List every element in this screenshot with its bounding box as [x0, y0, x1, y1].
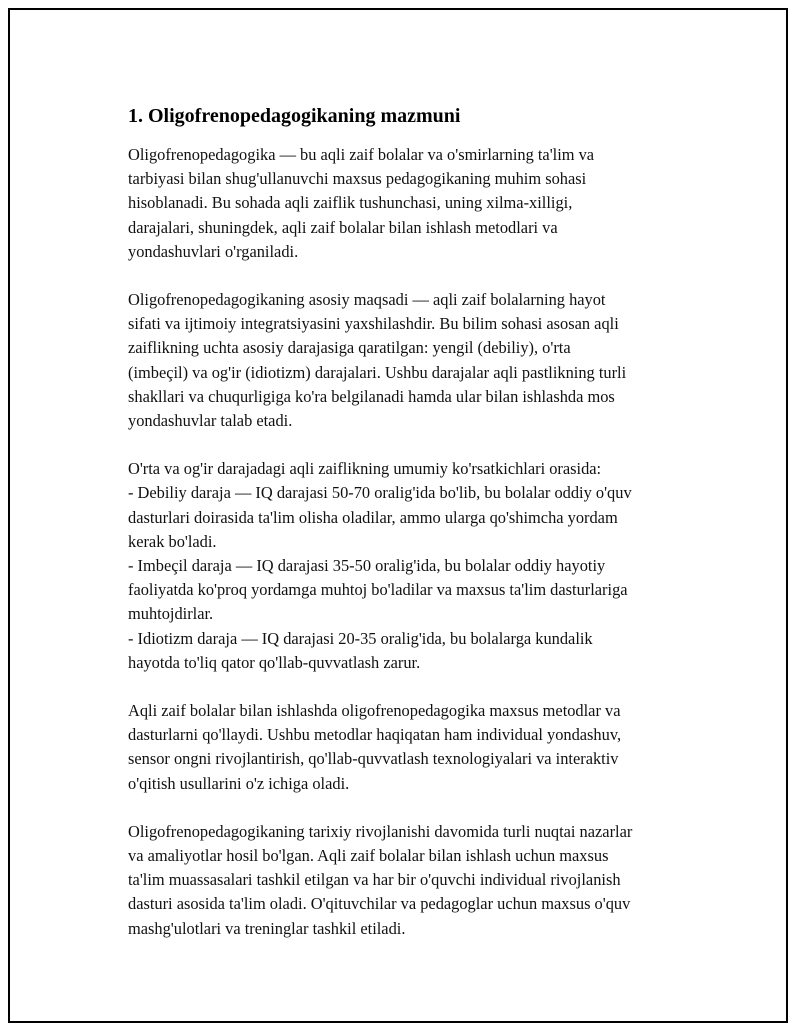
- paragraph-line: - Imbeçil daraja — IQ darajasi 35-50 oralig'ida, bu bolalar oddiy hayotiy: [128, 556, 606, 576]
- paragraph-line: faoliyatda ko'proq yordamga muhtoj bo'ladilar va maxsus ta'lim dasturlariga: [128, 580, 628, 600]
- paragraph-line: dasturi asosida ta'lim oladi. O'qituvchilar va pedagoglar uchun maxsus o'quv: [128, 894, 631, 914]
- paragraph-line: hisoblanadi. Bu sohada aqli zaiflik tushunchasi, uning xilma-xilligi,: [128, 193, 573, 213]
- page-frame: [8, 8, 788, 1023]
- paragraph-line: sifati va ijtimoiy integratsiyasini yaxshilashdir. Bu bilim sohasi asosan aqli: [128, 314, 619, 334]
- paragraph-line: yondashuvlari o'rganiladi.: [128, 241, 299, 261]
- paragraph-line: muhtojdirlar.: [128, 604, 214, 624]
- paragraph-line: shakllari va chuqurligiga ko'ra belgilanadi hamda ular bilan ishlashda mos: [128, 386, 615, 406]
- paragraph-line: zaiflikning uchta asosiy darajasiga qaratilgan: yengil (debiliy), o'rta: [128, 338, 571, 358]
- paragraph-line: o'qitish usullarini o'z ichiga oladi.: [128, 773, 350, 793]
- paragraph-line: - Idiotizm daraja — IQ darajasi 20-35 oralig'ida, bu bolalarga kundalik: [128, 628, 593, 648]
- paragraph-container: [128, 143, 703, 941]
- paragraph-line: O'rta va og'ir darajadagi aqli zaiflikning umumiy ko'rsatkichlari orasida:: [128, 459, 602, 479]
- paragraph-line: Oligofrenopedagogikaning tarixiy rivojlanishi davomida turli nuqtai nazarlar: [128, 821, 633, 841]
- paragraph-line: Oligofrenopedagogikaning asosiy maqsadi — aqli zaif bolalarning hayot: [128, 290, 606, 310]
- paragraph-line: va amaliyotlar hosil bo'lgan. Aqli zaif bolalar bilan ishlash uchun maxsus: [128, 846, 609, 866]
- paragraph: [128, 699, 703, 796]
- paragraph-line: - Debiliy daraja — IQ darajasi 50-70 oralig'ida bo'lib, bu bolalar oddiy o'quv: [128, 483, 632, 503]
- paragraph: [128, 820, 703, 941]
- paragraph-line: ta'lim muassasalari tashkil etilgan va har bir o'quvchi individual rivojlanish: [128, 870, 621, 890]
- paragraph: [128, 288, 703, 433]
- paragraph-line: tarbiyasi bilan shug'ullanuvchi maxsus pedagogikaning muhim sohasi: [128, 169, 587, 189]
- paragraph-line: Aqli zaif bolalar bilan ishlashda oligofrenopedagogika maxsus metodlar va: [128, 701, 621, 721]
- paragraph-line: dasturlari doirasida ta'lim olisha oladilar, ammo ularga qo'shimcha yordam: [128, 507, 618, 527]
- paragraph-line: hayotda to'liq qator qo'llab-quvvatlash zarur.: [128, 652, 421, 672]
- paragraph-line: dasturlarni qo'llaydi. Ushbu metodlar haqiqatan ham individual yondashuv,: [128, 725, 622, 745]
- paragraph: [128, 457, 703, 675]
- document-body: [128, 103, 703, 965]
- paragraph-line: darajalari, shuningdek, aqli zaif bolalar bilan ishlash metodlari va: [128, 217, 558, 237]
- paragraph-line: kerak bo'ladi.: [128, 531, 217, 551]
- paragraph-line: yondashuvlar talab etadi.: [128, 411, 293, 431]
- paragraph-line: sensor ongni rivojlantirish, qo'llab-quvvatlash texnologiyalari va interaktiv: [128, 749, 619, 769]
- paragraph-line: mashg'ulotlari va treninglar tashkil etiladi.: [128, 918, 406, 938]
- paragraph: [128, 143, 703, 264]
- paragraph-line: Oligofrenopedagogika — bu aqli zaif bolalar va o'smirlarning ta'lim va: [128, 145, 595, 164]
- paragraph-line: (imbeçil) va og'ir (idiotizm) darajalari. Ushbu darajalar aqli pastlikning turli: [128, 362, 627, 382]
- document-heading: 1. Oligofrenopedagogikaning mazmuni: [128, 105, 461, 127]
